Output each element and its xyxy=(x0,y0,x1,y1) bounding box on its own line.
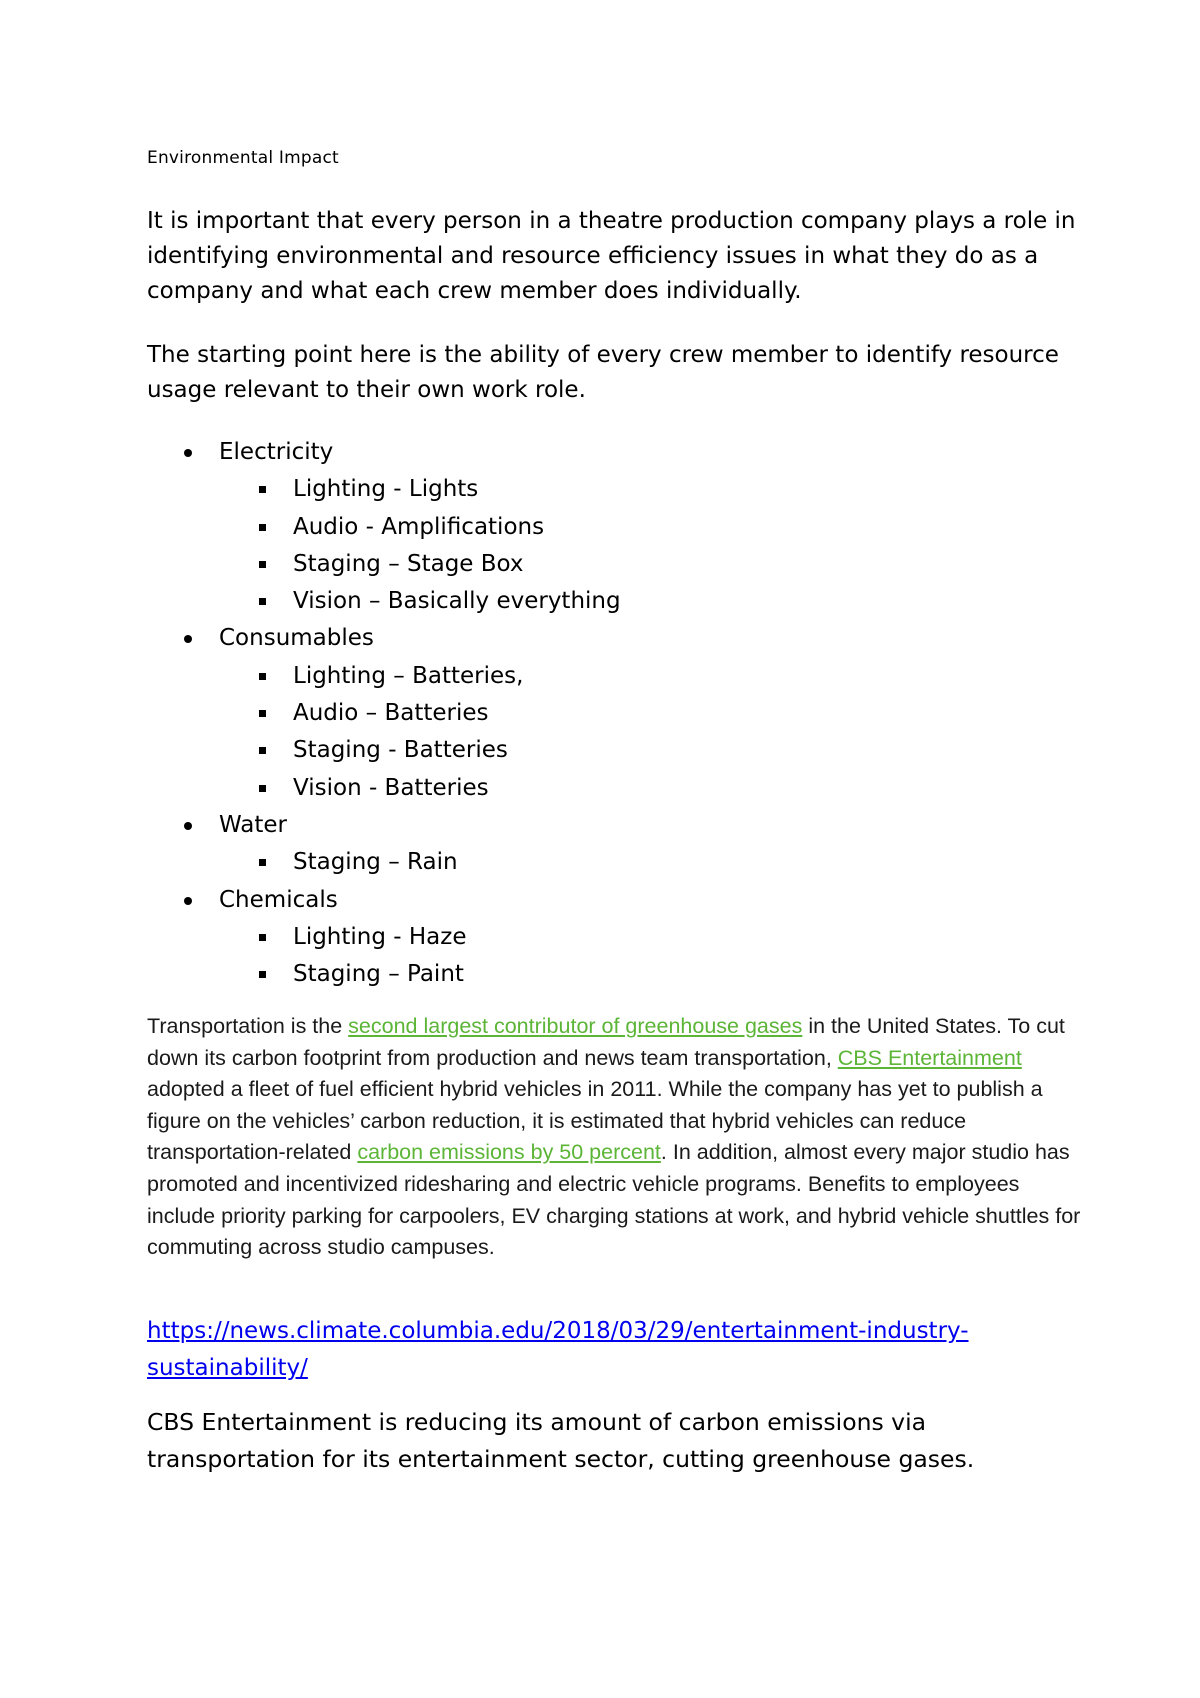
intro-paragraph-2: The starting point here is the ability of every crew member to identify resource usage relevant to their own work role. xyxy=(147,342,1059,403)
category-label: Electricity xyxy=(219,439,334,465)
list-item-category xyxy=(147,807,1047,844)
resource-usage-list xyxy=(147,434,1047,993)
bullet-square-icon xyxy=(259,524,266,531)
bullet-square-icon xyxy=(259,747,266,754)
intro-paragraph-1: It is important that every person in a theatre production company plays a role in identifying environmental and resource efficiency issues in what they do as a company and what each crew member does individually. xyxy=(147,208,1076,304)
bullet-square-icon xyxy=(259,934,266,941)
item-label: Lighting - Haze xyxy=(293,923,467,950)
cbs-entertainment-link[interactable]: CBS Entertainment xyxy=(837,1045,1022,1070)
bullet-square-icon xyxy=(259,859,266,866)
list-item xyxy=(147,546,1047,583)
transport-text-part-2: in the United States. To cut down its carbon footprint from production and news team transportation, xyxy=(147,1014,1065,1070)
item-label: Lighting – Batteries, xyxy=(293,662,524,689)
list-item xyxy=(147,770,1047,807)
list-item-category xyxy=(147,434,1047,471)
item-label: Staging – Stage Box xyxy=(293,550,524,577)
transport-text-part-1: Transportation is the xyxy=(147,1014,349,1038)
item-label: Vision - Batteries xyxy=(293,774,489,801)
conclusion-paragraph: CBS Entertainment is reducing its amount of carbon emissions via transportation for its entertainment sector, cutting greenhouse gases. xyxy=(147,1408,975,1473)
bullet-dot-icon xyxy=(184,822,192,830)
list-item xyxy=(147,919,1047,956)
bullet-square-icon xyxy=(259,710,266,717)
list-item xyxy=(147,844,1047,881)
carbon-emissions-link[interactable]: carbon emissions by 50 percent xyxy=(357,1140,661,1165)
source-url-link[interactable]: https://news.climate.columbia.edu/2018/03/29/entertainment-industry-sustainability/ xyxy=(147,1318,969,1381)
bullet-square-icon xyxy=(259,673,266,680)
item-label: Vision – Basically everything xyxy=(293,588,621,615)
bullet-dot-icon xyxy=(184,897,192,905)
bullet-square-icon xyxy=(259,971,266,978)
bullet-square-icon xyxy=(259,561,266,568)
category-label: Consumables xyxy=(219,625,374,652)
list-item-category xyxy=(147,620,1047,657)
category-label: Water xyxy=(219,811,287,838)
list-item xyxy=(147,695,1047,732)
transport-text-part-3: adopted a fleet of fuel efficient hybrid vehicles in 2011. While the company has yet to publish a figure on the vehicles’ carbon reduction, it is estimated that hybrid vehicles can reduce transportation-related xyxy=(147,1077,1043,1165)
item-label: Audio - Amplifications xyxy=(293,513,545,540)
list-item xyxy=(147,471,1047,508)
list-item xyxy=(147,956,1047,993)
category-label: Chemicals xyxy=(219,886,338,913)
bullet-dot-icon xyxy=(184,449,192,457)
bullet-square-icon xyxy=(259,785,266,792)
list-item xyxy=(147,583,1047,620)
greenhouse-gases-link[interactable]: second largest contributor of greenhouse gases xyxy=(348,1014,803,1038)
transport-text-part-4: . In addition, almost every major studio has promoted and incentivized ridesharing and electric vehicle programs. Benefits to employees include priority parking for carpoolers, EV charging stations at work, and hybrid vehicle shuttles for commuting across studio campuses. xyxy=(147,1140,1081,1260)
item-label: Audio – Batteries xyxy=(293,700,489,727)
transportation-paragraph xyxy=(147,1011,1087,1264)
list-item xyxy=(147,732,1047,769)
item-label: Staging – Rain xyxy=(293,849,458,876)
item-label: Staging - Batteries xyxy=(293,737,508,764)
item-label: Staging – Paint xyxy=(293,961,464,988)
bullet-dot-icon xyxy=(184,635,192,643)
bullet-square-icon xyxy=(259,598,266,605)
list-item xyxy=(147,509,1047,546)
list-item-category xyxy=(147,882,1047,919)
item-label: Lighting - Lights xyxy=(293,476,479,503)
bullet-square-icon xyxy=(259,486,266,493)
document-heading: Environmental Impact xyxy=(147,148,339,168)
list-item xyxy=(147,658,1047,695)
